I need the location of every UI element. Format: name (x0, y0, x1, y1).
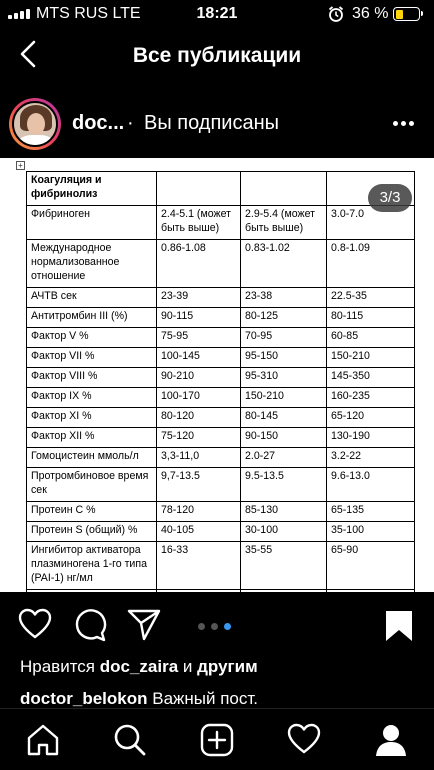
table-cell (157, 172, 241, 206)
table-cell: 130-190 (327, 428, 415, 448)
more-horizontal-icon[interactable] (393, 121, 414, 126)
table-cell (241, 590, 327, 593)
table-row (27, 542, 415, 590)
table-cell: 16-33 (157, 542, 241, 590)
carousel-dot-active (224, 623, 231, 630)
battery-percent: 36 % (352, 5, 389, 22)
clock: 18:21 (196, 5, 238, 22)
table-cell: 3,3-11,0 (157, 448, 241, 468)
liker-username[interactable]: doc_zaira (99, 657, 179, 676)
table-cell: 40-105 (157, 522, 241, 542)
table-cell: 90-150 (241, 428, 327, 448)
table-row (27, 428, 415, 448)
table-cell: 65-120 (327, 408, 415, 428)
status-bar (0, 0, 434, 30)
table-cell: 95-150 (241, 348, 327, 368)
table-cell: Фактор IX % (27, 388, 157, 408)
nav-header (0, 30, 434, 82)
table-cell: 90-210 (157, 368, 241, 388)
tab-bar (0, 708, 434, 770)
table-cell (241, 172, 327, 206)
table-cell: 90-115 (157, 308, 241, 328)
heart-icon[interactable] (18, 608, 52, 645)
table-cell: 2.4-5.1 (может быть выше) (157, 206, 241, 240)
table-cell: 3.0-7.0 (327, 206, 415, 240)
comment-icon[interactable] (73, 608, 107, 647)
table-cell: 85-130 (241, 502, 327, 522)
table-row (27, 388, 415, 408)
table-cell: 160-235 (327, 388, 415, 408)
table-row (27, 308, 415, 328)
table-cell (157, 590, 241, 593)
post-header (0, 95, 434, 153)
table-cell: 150-210 (327, 348, 415, 368)
new-post-icon[interactable] (200, 723, 234, 757)
table-cell: Протеин С % (27, 502, 157, 522)
table-row (27, 468, 415, 502)
table-row (27, 240, 415, 288)
move-handle-icon: + (16, 161, 25, 170)
table-cell: Фактор VIII % (27, 368, 157, 388)
table-cell: 70-95 (241, 328, 327, 348)
table-cell: 9.5-13.5 (241, 468, 327, 502)
table-row (27, 522, 415, 542)
table-cell: 30-100 (241, 522, 327, 542)
likes-line (20, 657, 258, 677)
table-cell: 9.6-13.0 (327, 468, 415, 502)
table-cell: Международное нормализованное отношение (27, 240, 157, 288)
page-title: Все публикации (132, 44, 302, 67)
table-cell: 100-145 (157, 348, 241, 368)
table-cell: 23-38 (241, 288, 327, 308)
table-cell: 35-55 (241, 542, 327, 590)
post-actions (0, 600, 434, 650)
table-cell: Фактор XI % (27, 408, 157, 428)
table-row (27, 448, 415, 468)
follow-status[interactable]: Вы подписаны (144, 112, 279, 134)
table-row (27, 590, 415, 593)
table-cell: 23-39 (157, 288, 241, 308)
avatar[interactable] (9, 98, 61, 150)
table-row (27, 206, 415, 240)
table-cell: 75-120 (157, 428, 241, 448)
table-cell: 145-350 (327, 368, 415, 388)
table-row (27, 502, 415, 522)
carousel-dot (211, 623, 218, 630)
table-cell: Гомоцистеин ммоль/л (27, 448, 157, 468)
battery-icon (393, 7, 420, 21)
table-cell: 150-210 (241, 388, 327, 408)
separator-dot: · (127, 112, 134, 134)
caption (20, 689, 434, 709)
activity-heart-icon[interactable] (287, 723, 321, 757)
table-cell: Ингибитор активатора плазминогена 1-го типа (PAI-1) нг/мл (27, 542, 157, 590)
table-cell: 65-90 (327, 542, 415, 590)
table-cell: Фибриноген (27, 206, 157, 240)
table-cell: 95-310 (241, 368, 327, 388)
caption-text: Важный пост. (147, 689, 259, 708)
table-row (27, 172, 415, 206)
table-cell: Фактор XII % (27, 428, 157, 448)
table-row (27, 368, 415, 388)
table-cell: АЧТВ сек (27, 288, 157, 308)
alarm-icon (327, 5, 345, 27)
likes-prefix: Нравится (20, 657, 100, 676)
table-cell: 80-125 (241, 308, 327, 328)
table-cell (327, 590, 415, 593)
carrier-label: MTS RUS LTE (36, 5, 141, 22)
table-cell: Фактор VII % (27, 348, 157, 368)
table-cell: 0.83-1.02 (241, 240, 327, 288)
profile-icon[interactable] (374, 723, 408, 757)
table-cell: 2.9-5.4 (может быть выше) (241, 206, 327, 240)
table-cell: 22.5-35 (327, 288, 415, 308)
table-row (27, 288, 415, 308)
caption-author[interactable]: doctor_belokon (20, 689, 148, 708)
table-cell: Антитромбин III (%) (27, 308, 157, 328)
table-cell: Коагуляция и фибринолиз (27, 172, 157, 206)
table-cell: Протеин S (общий) % (27, 522, 157, 542)
table-cell: 3.2-22 (327, 448, 415, 468)
table-cell: 9,7-13.5 (157, 468, 241, 502)
table-cell: 60-85 (327, 328, 415, 348)
table-row (27, 408, 415, 428)
reference-table (26, 171, 415, 592)
table-row (27, 328, 415, 348)
table-cell (27, 590, 157, 593)
table-cell: 0.86-1.08 (157, 240, 241, 288)
carousel-indicator (198, 623, 231, 630)
table-cell: Протромбиновое время сек (27, 468, 157, 502)
table-cell: 80-120 (157, 408, 241, 428)
table-cell: 80-115 (327, 308, 415, 328)
table-row (27, 348, 415, 368)
table-cell: 35-100 (327, 522, 415, 542)
paper-plane-icon[interactable] (127, 608, 161, 647)
search-icon[interactable] (113, 723, 147, 757)
table-cell: 0.8-1.09 (327, 240, 415, 288)
carousel-counter: 3/3 (368, 184, 412, 212)
likes-middle: и (178, 657, 198, 676)
table-cell: 100-170 (157, 388, 241, 408)
table-cell: 2.0-27 (241, 448, 327, 468)
table-cell: 78-120 (157, 502, 241, 522)
carousel-dot (198, 623, 205, 630)
table-cell: 80-145 (241, 408, 327, 428)
table-cell: 65-135 (327, 502, 415, 522)
home-icon[interactable] (26, 723, 60, 757)
table-cell: Фактор V % (27, 328, 157, 348)
post-username[interactable]: doc... (72, 112, 125, 134)
likes-others-link[interactable]: другим (197, 657, 258, 676)
post-image[interactable] (0, 158, 434, 592)
table-cell: 75-95 (157, 328, 241, 348)
bookmark-icon[interactable] (384, 609, 414, 648)
